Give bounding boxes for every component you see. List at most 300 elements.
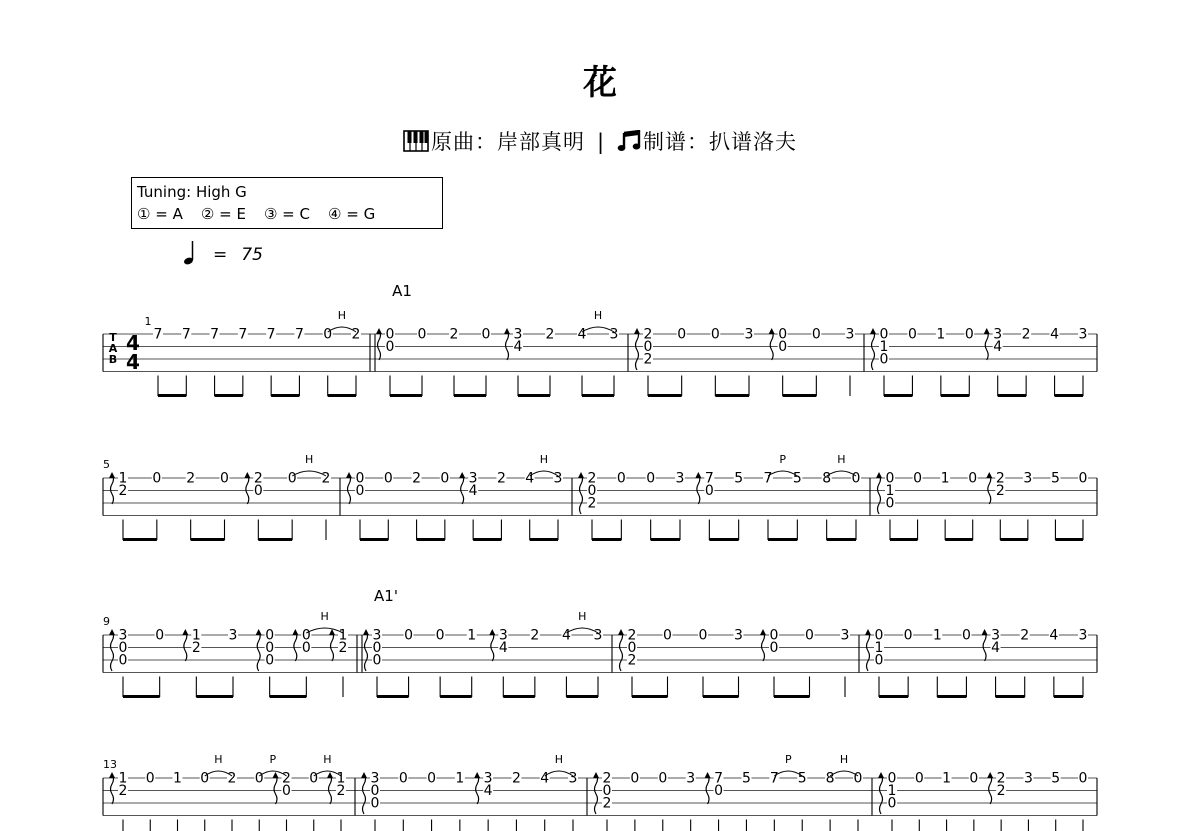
fret-number: 2 bbox=[321, 470, 331, 487]
note-beam bbox=[503, 695, 535, 698]
note-beam bbox=[879, 695, 908, 698]
fret-number: 3 bbox=[1078, 326, 1088, 343]
fret-number: 1 bbox=[887, 783, 897, 799]
fret-number: 1 bbox=[874, 640, 884, 656]
fret-number: 2 bbox=[282, 770, 291, 787]
tab-clef-letter: T bbox=[109, 331, 117, 344]
fret-number: 7 bbox=[294, 326, 304, 343]
fret-number: 7 bbox=[266, 326, 276, 343]
note-beam bbox=[937, 695, 966, 698]
fret-number: 0 bbox=[907, 326, 917, 343]
arpeggio-arrow bbox=[618, 629, 624, 635]
fret-number: 0 bbox=[383, 470, 393, 487]
fret-number: 1 bbox=[940, 470, 950, 487]
arpeggio-arrow bbox=[273, 772, 279, 778]
string-3-num: ③ bbox=[263, 205, 278, 223]
arpeggio-mark bbox=[580, 474, 583, 514]
arranger-label: 制谱： bbox=[643, 130, 710, 154]
fret-number: 0 bbox=[118, 640, 128, 656]
fret-number: 1 bbox=[879, 339, 889, 355]
fret-number: 1 bbox=[932, 627, 942, 644]
fret-number: 0 bbox=[254, 770, 264, 787]
fret-number: 1 bbox=[942, 770, 952, 787]
equals-sign: = bbox=[155, 205, 168, 223]
fret-number: 0 bbox=[769, 640, 779, 656]
fret-number: 3 bbox=[468, 470, 478, 487]
fret-number: 8 bbox=[825, 770, 835, 787]
fret-number: 3 bbox=[675, 470, 685, 487]
fret-number: 5 bbox=[797, 770, 807, 787]
fret-number: 0 bbox=[118, 652, 128, 669]
fret-number: 2 bbox=[449, 326, 459, 343]
arpeggio-mark bbox=[184, 631, 187, 661]
arpeggio-mark bbox=[111, 474, 114, 504]
fret-number: 1 bbox=[338, 627, 348, 644]
fret-number: 7 bbox=[763, 470, 773, 487]
measure-number: 5 bbox=[103, 458, 110, 471]
fret-number: 0 bbox=[355, 483, 365, 499]
arpeggio-mark bbox=[878, 474, 881, 514]
fret-number: 2 bbox=[253, 470, 263, 487]
fret-number: 7 bbox=[714, 770, 724, 787]
fret-number: 2 bbox=[496, 470, 506, 487]
fret-number: 0 bbox=[964, 326, 974, 343]
fret-number: 0 bbox=[145, 770, 155, 787]
tuning-label: Tuning: bbox=[137, 183, 192, 201]
fret-number: 0 bbox=[404, 627, 414, 644]
arpeggio-mark bbox=[983, 631, 986, 661]
arpeggio-arrow bbox=[769, 328, 775, 334]
fret-number: 2 bbox=[643, 326, 653, 343]
arpeggio-arrow bbox=[292, 629, 298, 635]
hammer-on-label: H bbox=[593, 309, 603, 322]
note-beam bbox=[827, 538, 856, 541]
arpeggio-mark bbox=[378, 330, 381, 360]
fret-number: 0 bbox=[355, 470, 365, 487]
arpeggio-arrow bbox=[182, 629, 188, 635]
fret-number: 0 bbox=[913, 470, 923, 487]
arpeggio-arrow bbox=[504, 328, 510, 334]
song-title: 花 bbox=[583, 63, 617, 103]
fret-number: 0 bbox=[879, 326, 889, 343]
rehearsal-mark: A1' bbox=[374, 587, 398, 605]
original-label: 原曲： bbox=[430, 130, 497, 154]
arpeggio-arrow bbox=[361, 772, 367, 778]
fret-number: 7 bbox=[153, 326, 163, 343]
fret-number: 4 bbox=[561, 627, 571, 644]
note-beam bbox=[123, 538, 157, 541]
arpeggio-arrow bbox=[593, 772, 599, 778]
fret-number: 2 bbox=[1021, 326, 1031, 343]
fret-number: 0 bbox=[646, 470, 656, 487]
tab-clef-letter: B bbox=[108, 353, 118, 366]
fret-number: 0 bbox=[961, 627, 971, 644]
string-2-num: ② bbox=[200, 205, 215, 223]
arpeggio-mark bbox=[867, 631, 870, 671]
fret-number: 2 bbox=[602, 770, 612, 787]
note-beam bbox=[1055, 394, 1083, 397]
fret-number: 3 bbox=[991, 627, 1001, 644]
fret-number: 3 bbox=[593, 627, 603, 644]
fret-number: 3 bbox=[1023, 470, 1033, 487]
note-beam bbox=[703, 695, 739, 698]
note-beam bbox=[360, 538, 388, 541]
hammer-on-label: H bbox=[554, 753, 563, 766]
arpeggio-mark bbox=[331, 631, 334, 661]
fret-number: 2 bbox=[118, 483, 128, 499]
fret-number: 0 bbox=[265, 640, 275, 656]
arpeggio-mark bbox=[294, 631, 297, 661]
note-beam bbox=[390, 394, 422, 397]
fret-number: 0 bbox=[778, 326, 788, 343]
fret-number: 0 bbox=[630, 770, 640, 787]
note-beam bbox=[941, 394, 969, 397]
string-1-note: A bbox=[172, 205, 183, 223]
hammer-on-label: H bbox=[539, 453, 548, 466]
arpeggio-mark bbox=[246, 474, 249, 504]
arpeggio-mark bbox=[620, 631, 623, 671]
hammer-on-label: H bbox=[214, 753, 223, 766]
fret-number: 4 bbox=[991, 640, 1001, 656]
note-beam bbox=[158, 394, 186, 397]
fret-number: 5 bbox=[741, 770, 751, 787]
arpeggio-arrow bbox=[865, 629, 871, 635]
note-beam bbox=[632, 695, 668, 698]
fret-number: 4 bbox=[513, 339, 523, 355]
fret-number: 2 bbox=[338, 640, 348, 656]
fret-number: 2 bbox=[545, 326, 555, 343]
arpeggio-mark bbox=[706, 774, 709, 804]
tempo-bpm: 75 bbox=[241, 245, 263, 265]
tempo-equals: = bbox=[213, 245, 228, 265]
note-beam bbox=[648, 394, 682, 397]
note-beam bbox=[582, 394, 614, 397]
tab-clef-letter: A bbox=[108, 342, 118, 355]
arpeggio-mark bbox=[329, 774, 332, 804]
fret-number: 0 bbox=[1078, 770, 1088, 787]
note-beam bbox=[783, 394, 817, 397]
fret-number: 0 bbox=[481, 326, 491, 343]
fret-number: 4 bbox=[483, 783, 493, 799]
note-beam bbox=[377, 695, 409, 698]
arpeggio-mark bbox=[989, 774, 992, 804]
note-beam bbox=[592, 538, 621, 541]
fret-number: 4 bbox=[525, 470, 535, 487]
fret-number: 4 bbox=[577, 326, 587, 343]
fret-number: 0 bbox=[372, 640, 382, 656]
fret-number: 0 bbox=[370, 783, 380, 799]
fret-number: 0 bbox=[435, 627, 445, 644]
arpeggio-arrow bbox=[376, 328, 382, 334]
original-composer: 岸部真明 bbox=[496, 130, 585, 154]
fret-number: 0 bbox=[805, 627, 814, 644]
arpeggio-arrow bbox=[695, 472, 701, 478]
string-4-num: ④ bbox=[328, 205, 342, 223]
arpeggio-arrow bbox=[578, 472, 584, 478]
fret-number: 0 bbox=[903, 627, 913, 644]
fret-number: 3 bbox=[372, 627, 382, 644]
arpeggio-arrow bbox=[459, 472, 465, 478]
fret-number: 0 bbox=[914, 770, 924, 787]
note-beam bbox=[774, 695, 810, 698]
arpeggio-arrow bbox=[329, 629, 335, 635]
fret-number: 7 bbox=[769, 770, 779, 787]
fret-number: 0 bbox=[710, 326, 720, 343]
credits-separator: | bbox=[596, 130, 606, 154]
fret-number: 0 bbox=[587, 483, 597, 499]
arpeggio-mark bbox=[636, 330, 639, 370]
arpeggio-arrow bbox=[256, 629, 262, 635]
note-beam bbox=[566, 695, 598, 698]
arpeggio-mark bbox=[988, 474, 991, 504]
arpeggio-mark bbox=[111, 631, 114, 671]
fret-number: 2 bbox=[412, 470, 422, 487]
note-beam bbox=[270, 695, 307, 698]
equals-sign: = bbox=[282, 205, 295, 223]
arranger-name: 扒谱洛夫 bbox=[709, 130, 798, 154]
fret-number: 0 bbox=[200, 770, 210, 787]
note-beam bbox=[1000, 538, 1028, 541]
fret-number: 2 bbox=[587, 495, 597, 512]
fret-number: 0 bbox=[677, 326, 687, 343]
fret-number: 0 bbox=[704, 483, 714, 499]
fret-number: 3 bbox=[609, 326, 619, 343]
fret-number: 1 bbox=[467, 627, 477, 644]
note-beam bbox=[473, 538, 501, 541]
fret-number: 0 bbox=[887, 770, 897, 787]
fret-number: 1 bbox=[118, 770, 128, 787]
fret-number: 5 bbox=[1051, 770, 1061, 787]
arpeggio-arrow bbox=[876, 472, 882, 478]
fret-number: 3 bbox=[1023, 770, 1033, 787]
fret-number: 0 bbox=[602, 783, 612, 799]
note-beam bbox=[530, 538, 558, 541]
note-beam bbox=[328, 394, 356, 397]
fret-number: 5 bbox=[792, 470, 802, 487]
hammer-on-label: H bbox=[320, 610, 329, 623]
fret-number: 3 bbox=[1078, 627, 1088, 644]
fret-number: 0 bbox=[152, 470, 162, 487]
arpeggio-mark bbox=[872, 330, 875, 370]
note-beam bbox=[768, 538, 797, 541]
slur-arc bbox=[306, 628, 343, 633]
arpeggio-arrow bbox=[109, 772, 115, 778]
fret-number: 0 bbox=[616, 470, 626, 487]
arpeggio-mark bbox=[365, 631, 368, 671]
note-beam bbox=[1055, 538, 1083, 541]
measure-number: 13 bbox=[103, 758, 117, 771]
note-beam bbox=[715, 394, 749, 397]
fret-number: 0 bbox=[417, 326, 427, 343]
string-3-note: C bbox=[299, 205, 311, 223]
fret-number: 1 bbox=[118, 470, 128, 487]
arpeggio-arrow bbox=[109, 629, 115, 635]
fret-number: 2 bbox=[643, 351, 653, 368]
fret-number: 4 bbox=[540, 770, 550, 787]
fret-number: 2 bbox=[995, 483, 1005, 499]
fret-number: 0 bbox=[698, 627, 708, 644]
fret-number: 1 bbox=[336, 770, 346, 787]
fret-number: 0 bbox=[853, 770, 863, 787]
fret-number: 1 bbox=[455, 770, 465, 787]
string-2-note: E bbox=[236, 205, 246, 223]
measure-number: 1 bbox=[144, 315, 152, 328]
fret-number: 4 bbox=[1050, 326, 1060, 343]
note-beam bbox=[454, 394, 486, 397]
fret-number: 0 bbox=[265, 652, 275, 669]
fret-number: 0 bbox=[769, 627, 779, 644]
fret-number: 0 bbox=[385, 326, 395, 343]
arpeggio-mark bbox=[491, 631, 494, 661]
fret-number: 2 bbox=[511, 770, 521, 787]
arpeggio-mark bbox=[257, 631, 260, 671]
fret-number: 0 bbox=[627, 640, 637, 656]
fret-number: 2 bbox=[1020, 627, 1030, 644]
fret-number: 0 bbox=[663, 627, 672, 644]
arpeggio-arrow bbox=[634, 328, 640, 334]
time-sig-top: 4 bbox=[126, 331, 140, 355]
fret-number: 1 bbox=[191, 627, 201, 644]
fret-number: 3 bbox=[498, 627, 508, 644]
note-beam bbox=[996, 695, 1025, 698]
arpeggio-arrow bbox=[984, 328, 990, 334]
fret-number: 2 bbox=[191, 640, 201, 656]
arpeggio-arrow bbox=[244, 472, 250, 478]
hammer-on-label: H bbox=[304, 453, 314, 466]
fret-number: 3 bbox=[840, 627, 850, 644]
note-beam bbox=[191, 538, 225, 541]
fret-number: 2 bbox=[602, 795, 612, 812]
fret-number: 0 bbox=[155, 627, 165, 644]
fret-number: 0 bbox=[969, 770, 979, 787]
fret-number: 0 bbox=[301, 640, 311, 656]
fret-number: 0 bbox=[874, 652, 884, 669]
fret-number: 1 bbox=[885, 483, 895, 499]
fret-number: 0 bbox=[398, 770, 408, 787]
note-beam bbox=[518, 394, 550, 397]
arpeggio-arrow bbox=[109, 472, 115, 478]
fret-number: 0 bbox=[385, 339, 395, 355]
arpeggio-arrow bbox=[474, 772, 480, 778]
arpeggio-arrow bbox=[982, 629, 988, 635]
fret-number: 0 bbox=[851, 470, 861, 487]
fret-number: 1 bbox=[936, 326, 946, 343]
rehearsal-mark: A1 bbox=[392, 282, 412, 300]
fret-number: 7 bbox=[181, 326, 191, 343]
fret-number: 2 bbox=[587, 470, 597, 487]
hammer-on-label: H bbox=[323, 753, 332, 766]
arpeggio-arrow bbox=[878, 772, 884, 778]
fret-number: 0 bbox=[658, 770, 668, 787]
fret-number: 1 bbox=[173, 770, 182, 787]
fret-number: 2 bbox=[351, 326, 361, 343]
note-beam bbox=[1054, 695, 1083, 698]
arpeggio-arrow bbox=[327, 772, 333, 778]
fret-number: 3 bbox=[118, 627, 128, 644]
arpeggio-mark bbox=[770, 330, 773, 360]
fret-number: 3 bbox=[686, 770, 696, 787]
fret-number: 4 bbox=[1049, 627, 1059, 644]
note-beam bbox=[890, 538, 918, 541]
fret-number: 2 bbox=[530, 627, 540, 644]
fret-number: 0 bbox=[778, 339, 788, 355]
fret-number: 2 bbox=[627, 652, 637, 669]
measure-number: 9 bbox=[103, 615, 110, 628]
note-beam bbox=[123, 695, 160, 698]
equals-sign: = bbox=[346, 205, 359, 223]
arpeggio-mark bbox=[363, 774, 366, 814]
fret-number: 4 bbox=[468, 483, 478, 499]
fret-number: 0 bbox=[287, 470, 297, 487]
note-beam bbox=[998, 394, 1026, 397]
fret-number: 2 bbox=[227, 770, 237, 787]
fret-number: 4 bbox=[498, 640, 508, 656]
fret-number: 0 bbox=[309, 770, 319, 787]
note-beam bbox=[271, 394, 299, 397]
fret-number: 0 bbox=[427, 770, 437, 787]
arpeggio-mark bbox=[476, 774, 479, 804]
fret-number: 0 bbox=[887, 795, 897, 812]
fret-number: 0 bbox=[968, 470, 978, 487]
fret-number: 3 bbox=[483, 770, 493, 787]
pull-off-label: P bbox=[269, 753, 277, 766]
fret-number: 3 bbox=[993, 326, 1003, 343]
fret-number: 0 bbox=[323, 326, 333, 343]
fret-number: 0 bbox=[265, 627, 275, 644]
fret-number: 0 bbox=[220, 470, 229, 487]
fret-number: 0 bbox=[714, 783, 724, 799]
arpeggio-mark bbox=[762, 631, 765, 661]
equals-sign: = bbox=[219, 205, 232, 223]
arpeggio-arrow bbox=[760, 629, 766, 635]
arpeggio-arrow bbox=[986, 472, 992, 478]
fret-number: 2 bbox=[995, 470, 1005, 487]
hammer-on-label: H bbox=[839, 753, 849, 766]
fret-number: 3 bbox=[553, 470, 563, 487]
arpeggio-arrow bbox=[363, 629, 369, 635]
fret-number: 3 bbox=[568, 770, 578, 787]
arpeggio-mark bbox=[274, 774, 277, 804]
fret-number: 0 bbox=[885, 495, 895, 512]
fret-number: 3 bbox=[744, 326, 754, 343]
fret-number: 2 bbox=[996, 770, 1006, 787]
fret-number: 3 bbox=[513, 326, 523, 343]
arpeggio-arrow bbox=[346, 472, 352, 478]
fret-number: 2 bbox=[118, 783, 128, 799]
fret-number: 3 bbox=[370, 770, 380, 787]
fret-number: 0 bbox=[874, 627, 884, 644]
arpeggio-mark bbox=[595, 774, 598, 814]
note-beam bbox=[884, 394, 912, 397]
arpeggio-mark bbox=[985, 330, 988, 360]
arpeggio-arrow bbox=[489, 629, 495, 635]
fret-number: 2 bbox=[186, 470, 196, 487]
fret-number: 0 bbox=[885, 470, 895, 487]
fret-number: 0 bbox=[1078, 470, 1088, 487]
note-beam bbox=[440, 695, 472, 698]
pull-off-label: P bbox=[779, 453, 786, 466]
arpeggio-arrow bbox=[987, 772, 993, 778]
arpeggio-mark bbox=[348, 474, 351, 504]
arpeggio-arrow bbox=[705, 772, 711, 778]
time-sig-bottom: 4 bbox=[126, 350, 140, 374]
arpeggio-mark bbox=[880, 774, 883, 814]
note-beam bbox=[709, 538, 738, 541]
fret-number: 3 bbox=[845, 326, 855, 343]
fret-number: 0 bbox=[879, 351, 889, 368]
note-beam bbox=[651, 538, 680, 541]
fret-number: 3 bbox=[734, 627, 743, 644]
